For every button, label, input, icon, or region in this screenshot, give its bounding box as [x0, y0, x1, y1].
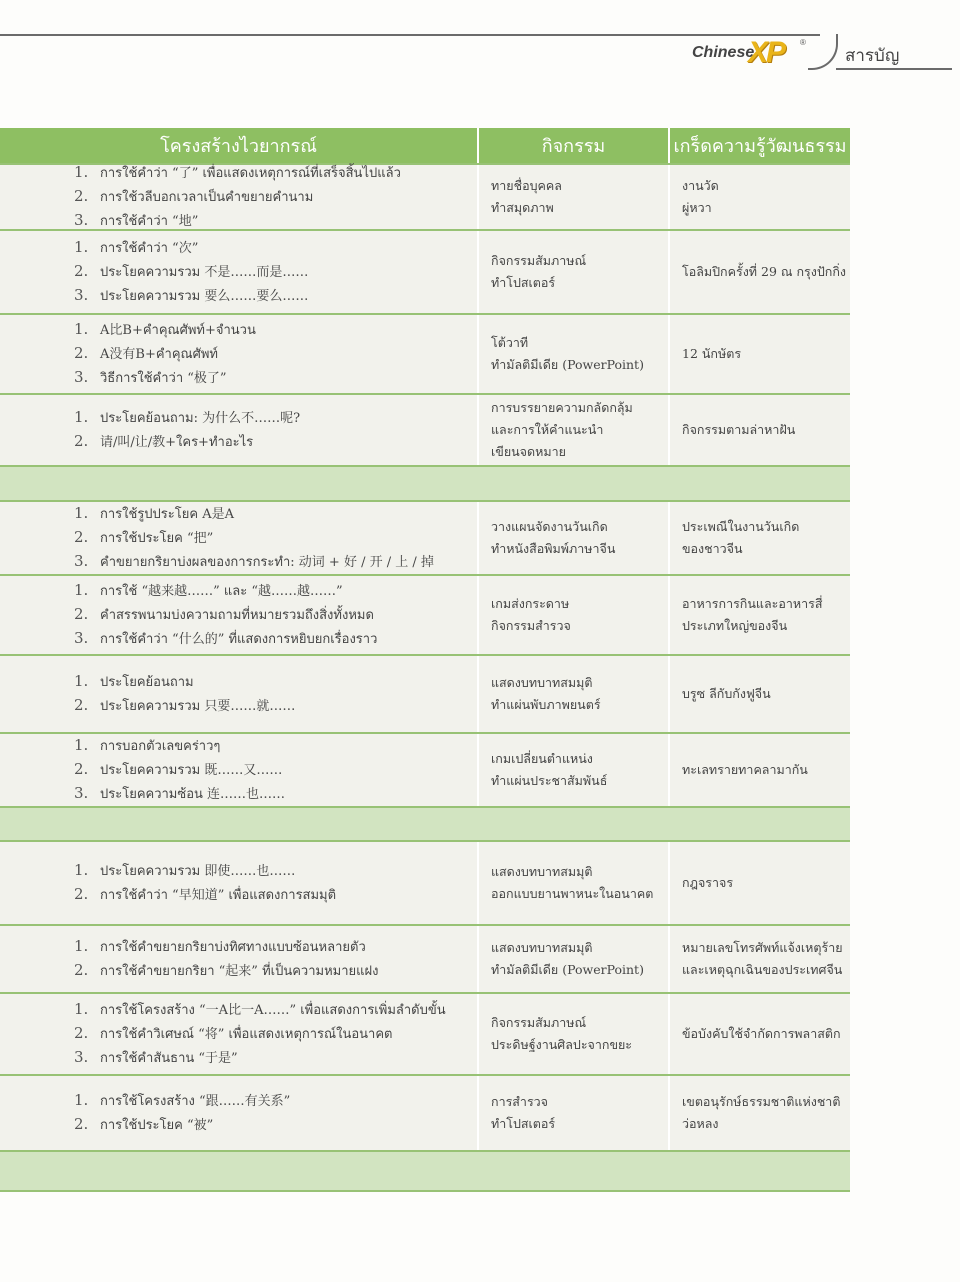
logo-registered: ®	[800, 38, 806, 47]
grammar-text: การใช้คำว่า “地”	[100, 214, 199, 229]
item-number: 3.	[74, 286, 89, 304]
grammar-item	[74, 627, 477, 651]
item-number: 1.	[74, 1091, 89, 1109]
activity-text: และการให้คำแนะนำ	[491, 422, 604, 437]
culture-cell	[668, 842, 850, 924]
item-number: 1.	[74, 320, 89, 338]
grammar-item	[74, 526, 477, 550]
culture-text: ประเพณีในงานวันเกิด	[682, 519, 800, 534]
grammar-text: คำสรรพนามบ่งความถามที่หมายรวมถึงสิ่งทั้งหมด	[100, 608, 374, 623]
item-number: 2.	[74, 528, 89, 546]
grammar-item	[74, 734, 477, 758]
item-number: 2.	[74, 432, 89, 450]
item-number: 2.	[74, 1024, 89, 1042]
logo-text: Chinese	[692, 44, 755, 61]
grammar-text: ประโยคความรวม 要么……要么……	[100, 289, 309, 304]
culture-text: เขตอนุรักษ์ธรรมชาติแห่งชาติ	[682, 1094, 841, 1109]
table-row	[0, 163, 850, 229]
grammar-text: การใช้คำขยายกริยาบ่งทิศทางแบบซ้อนหลายตัว	[100, 940, 366, 955]
grammar-cell	[0, 994, 477, 1074]
grammar-item	[74, 185, 477, 209]
activity-text: ทำสมุดภาพ	[491, 200, 554, 215]
item-number: 1.	[74, 163, 89, 181]
activity-text: แสดงบทบาทสมมุติ	[491, 864, 593, 879]
item-number: 1.	[74, 861, 89, 879]
header-activity: กิจกรรม	[477, 128, 668, 163]
grammar-text: การใช้คำว่า “早知道” เพื่อแสดงการสมมุติ	[100, 888, 337, 903]
activity-text: การบรรยายความกลัดกลุ้ม	[491, 400, 633, 415]
grammar-text: การใช้คำสันธาน “于是”	[100, 1051, 238, 1066]
activity-text: เขียนจดหมาย	[491, 444, 566, 459]
culture-text: อาหารการกินและอาหารสี่	[682, 596, 823, 611]
grammar-text: การบอกตัวเลขคร่าวๆ	[100, 739, 221, 754]
table-row	[0, 654, 850, 732]
page-title: สารบัญ	[845, 46, 900, 66]
culture-cell	[668, 994, 850, 1074]
table-bottom-rule	[0, 1190, 850, 1192]
table-row	[0, 732, 850, 806]
grammar-item	[74, 782, 477, 806]
culture-text: บรูซ ลีกับกังฟูจีน	[682, 686, 771, 701]
activity-text: แสดงบทบาทสมมุติ	[491, 940, 593, 955]
item-number: 2.	[74, 605, 89, 623]
table-row	[0, 840, 850, 924]
table-row	[0, 393, 850, 465]
grammar-item	[74, 859, 477, 883]
item-number: 2.	[74, 262, 89, 280]
grammar-item	[74, 236, 477, 260]
item-number: 2.	[74, 961, 89, 979]
activity-cell	[477, 842, 668, 924]
activity-text: ทำมัลติมีเดีย (PowerPoint)	[491, 962, 644, 977]
grammar-item	[74, 342, 477, 366]
activity-cell	[477, 502, 668, 574]
item-number: 1.	[74, 736, 89, 754]
grammar-item	[74, 579, 477, 603]
grammar-item	[74, 284, 477, 308]
activity-text: ประดิษฐ์งานศิลปะจากขยะ	[491, 1037, 633, 1052]
item-number: 3.	[74, 629, 89, 647]
grammar-text: วิธีการใช้คำว่า “极了”	[100, 371, 227, 386]
grammar-item	[74, 998, 477, 1022]
item-number: 3.	[74, 784, 89, 802]
item-number: 1.	[74, 1000, 89, 1018]
grammar-item	[74, 260, 477, 284]
item-number: 3.	[74, 368, 89, 386]
grammar-item	[74, 406, 477, 430]
activity-text: ทำโปสเตอร์	[491, 1116, 556, 1131]
grammar-item	[74, 430, 477, 454]
grammar-item	[74, 1046, 477, 1070]
activity-text: ทายชื่อบุคคล	[491, 178, 562, 193]
grammar-cell	[0, 502, 477, 574]
page-header	[0, 0, 960, 80]
activity-text: เกมเปลี่ยนตำแหน่ง	[491, 751, 593, 766]
activity-text: โต้วาที	[491, 335, 529, 350]
activity-cell	[477, 656, 668, 732]
grammar-text: ประโยคความรวม 既……又……	[100, 763, 283, 778]
item-number: 3.	[74, 1048, 89, 1066]
culture-text: กฎจราจร	[682, 875, 734, 890]
grammar-text: ประโยคความรวม 即使……也……	[100, 864, 296, 879]
grammar-text: การใช้วลีบอกเวลาเป็นคำขยายคำนาม	[100, 190, 314, 205]
section-separator	[0, 1150, 850, 1190]
culture-cell	[668, 1076, 850, 1150]
header-rule-curve	[808, 34, 838, 70]
activity-cell	[477, 994, 668, 1074]
culture-text: กิจกรรมตามล่าหาฝัน	[682, 422, 796, 437]
table-row	[0, 229, 850, 313]
grammar-cell	[0, 1076, 477, 1150]
grammar-text: การใช้คำว่า “什么的” ที่แสดงการหยิบยกเรื่องราว	[100, 632, 378, 647]
culture-text: ผู่หวา	[682, 200, 712, 215]
item-number: 1.	[74, 581, 89, 599]
section-separator	[0, 465, 850, 500]
culture-cell	[668, 395, 850, 465]
activity-text: กิจกรรมสัมภาษณ์	[491, 253, 587, 268]
culture-cell	[668, 926, 850, 992]
culture-text: ข้อบังคับใช้จำกัดการพลาสติก	[682, 1026, 841, 1041]
culture-text: หมายเลขโทรศัพท์แจ้งเหตุร้าย	[682, 940, 843, 955]
grammar-item	[74, 758, 477, 782]
contents-table	[0, 128, 850, 1192]
grammar-text: การใช้ประโยค “把”	[100, 531, 214, 546]
grammar-cell	[0, 395, 477, 465]
grammar-text: ประโยคความรวม 只要……就……	[100, 699, 296, 714]
culture-text: ทะเลทรายทาคลามากัน	[682, 762, 808, 777]
activity-cell	[477, 395, 668, 465]
grammar-cell	[0, 926, 477, 992]
culture-cell	[668, 502, 850, 574]
activity-text: ทำโปสเตอร์	[491, 275, 556, 290]
culture-text: ว่อหลง	[682, 1116, 719, 1131]
grammar-text: A比B+คำคุณศัพท์+จำนวน	[100, 323, 256, 338]
grammar-text: การใช้คำว่า “了” เพื่อแสดงเหตุการณ์ที่เสร็จสิ้นไปแล้ว	[100, 166, 401, 181]
activity-cell	[477, 315, 668, 393]
item-number: 1.	[74, 672, 89, 690]
activity-text: ทำมัลติมีเดีย (PowerPoint)	[491, 357, 644, 372]
grammar-text: การใช้คำว่า “次”	[100, 241, 199, 256]
activity-text: แสดงบทบาทสมมุติ	[491, 675, 593, 690]
table-header	[0, 128, 850, 163]
grammar-cell	[0, 656, 477, 732]
culture-cell	[668, 315, 850, 393]
grammar-item	[74, 1089, 477, 1113]
grammar-item	[74, 366, 477, 390]
grammar-item	[74, 1022, 477, 1046]
activity-text: ทำแผ่นพับภาพยนตร์	[491, 697, 601, 712]
item-number: 2.	[74, 696, 89, 714]
culture-cell	[668, 656, 850, 732]
item-number: 2.	[74, 1115, 89, 1133]
culture-cell	[668, 231, 850, 313]
grammar-cell	[0, 842, 477, 924]
grammar-item	[74, 959, 477, 983]
header-grammar: โครงสร้างไวยากรณ์	[160, 136, 317, 157]
grammar-text: ประโยคย้อนถาม: 为什么不……呢?	[100, 411, 301, 426]
table-row	[0, 574, 850, 654]
grammar-text: การใช้ “越来越……” และ “越……越……”	[100, 584, 343, 599]
grammar-text: ประโยคความซ้อน 连……也……	[100, 787, 286, 802]
item-number: 3.	[74, 211, 89, 229]
grammar-text: การใช้คำขยายกริยา “起来” ที่เป็นความหมายแฝง	[100, 964, 379, 979]
table-row	[0, 313, 850, 393]
activity-cell	[477, 165, 668, 229]
grammar-text: การใช้โครงสร้าง “跟……有关系”	[100, 1094, 291, 1109]
table-row	[0, 1074, 850, 1150]
activity-cell	[477, 576, 668, 654]
grammar-cell	[0, 576, 477, 654]
activity-text: ทำหนังสือพิมพ์ภาษาจีน	[491, 541, 616, 556]
activity-text: กิจกรรมสำรวจ	[491, 618, 571, 633]
activity-cell	[477, 231, 668, 313]
grammar-text: การใช้โครงสร้าง “一A比一A……” เพื่อแสดงการเพิ่มลำดับขั้น	[100, 1003, 446, 1018]
culture-text: ประเภทใหญ่ของจีน	[682, 618, 788, 633]
culture-text: งานวัด	[682, 178, 719, 193]
header-culture: เกร็ดความรู้วัฒนธรรม	[668, 128, 850, 163]
grammar-text: การใช้ประโยค “被”	[100, 1118, 214, 1133]
culture-text: ของชาวจีน	[682, 541, 743, 556]
item-number: 2.	[74, 885, 89, 903]
grammar-item	[74, 670, 477, 694]
grammar-item	[74, 161, 477, 185]
activity-text: วางแผนจัดงานวันเกิด	[491, 519, 608, 534]
culture-cell	[668, 576, 850, 654]
item-number: 1.	[74, 504, 89, 522]
logo-mark: XP	[748, 36, 785, 69]
activity-cell	[477, 1076, 668, 1150]
activity-text: ทำแผ่นประชาสัมพันธ์	[491, 773, 608, 788]
header-rule	[0, 34, 820, 36]
culture-text: 12 นักษัตร	[682, 346, 742, 361]
grammar-text: ประโยคความรวม 不是……而是……	[100, 265, 309, 280]
item-number: 2.	[74, 344, 89, 362]
table-body	[0, 163, 850, 1190]
grammar-cell	[0, 315, 477, 393]
grammar-cell	[0, 231, 477, 313]
table-row	[0, 500, 850, 574]
activity-text: เกมส่งกระดาษ	[491, 596, 570, 611]
grammar-text: ประโยคย้อนถาม	[100, 675, 194, 690]
culture-text: โอลิมปิกครั้งที่ 29 ณ กรุงปักกิ่ง	[682, 264, 847, 279]
item-number: 1.	[74, 238, 89, 256]
item-number: 1.	[74, 937, 89, 955]
activity-cell	[477, 926, 668, 992]
activity-text: กิจกรรมสัมภาษณ์	[491, 1015, 587, 1030]
grammar-text: A没有B+คำคุณศัพท์	[100, 347, 218, 362]
item-number: 3.	[74, 552, 89, 570]
section-separator	[0, 806, 850, 840]
grammar-text: 请/叫/让/教+ใคร+ทำอะไร	[100, 435, 254, 450]
culture-cell	[668, 165, 850, 229]
table-row	[0, 924, 850, 992]
item-number: 2.	[74, 187, 89, 205]
activity-cell	[477, 734, 668, 806]
grammar-item	[74, 694, 477, 718]
grammar-item	[74, 550, 477, 574]
grammar-item	[74, 603, 477, 627]
grammar-item	[74, 1113, 477, 1137]
grammar-item	[74, 935, 477, 959]
table-row	[0, 992, 850, 1074]
grammar-item	[74, 883, 477, 907]
item-number: 2.	[74, 760, 89, 778]
activity-text: การสำรวจ	[491, 1094, 549, 1109]
grammar-text: คำขยายกริยาบ่งผลของการกระทำ: 动词 + 好 / 开 / 上 / 掉	[100, 555, 434, 570]
activity-text: ออกแบบยานพาหนะในอนาคต	[491, 886, 654, 901]
grammar-cell	[0, 165, 477, 229]
culture-cell	[668, 734, 850, 806]
grammar-text: การใช้รูปประโยค A是A	[100, 507, 234, 522]
grammar-text: การใช้คำวิเศษณ์ “将” เพื่อแสดงเหตุการณ์ในอนาคต	[100, 1027, 393, 1042]
grammar-item	[74, 209, 477, 233]
grammar-cell	[0, 734, 477, 806]
grammar-item	[74, 318, 477, 342]
culture-text: และเหตุฉุกเฉินของประเทศจีน	[682, 962, 843, 977]
grammar-item	[74, 502, 477, 526]
item-number: 1.	[74, 408, 89, 426]
